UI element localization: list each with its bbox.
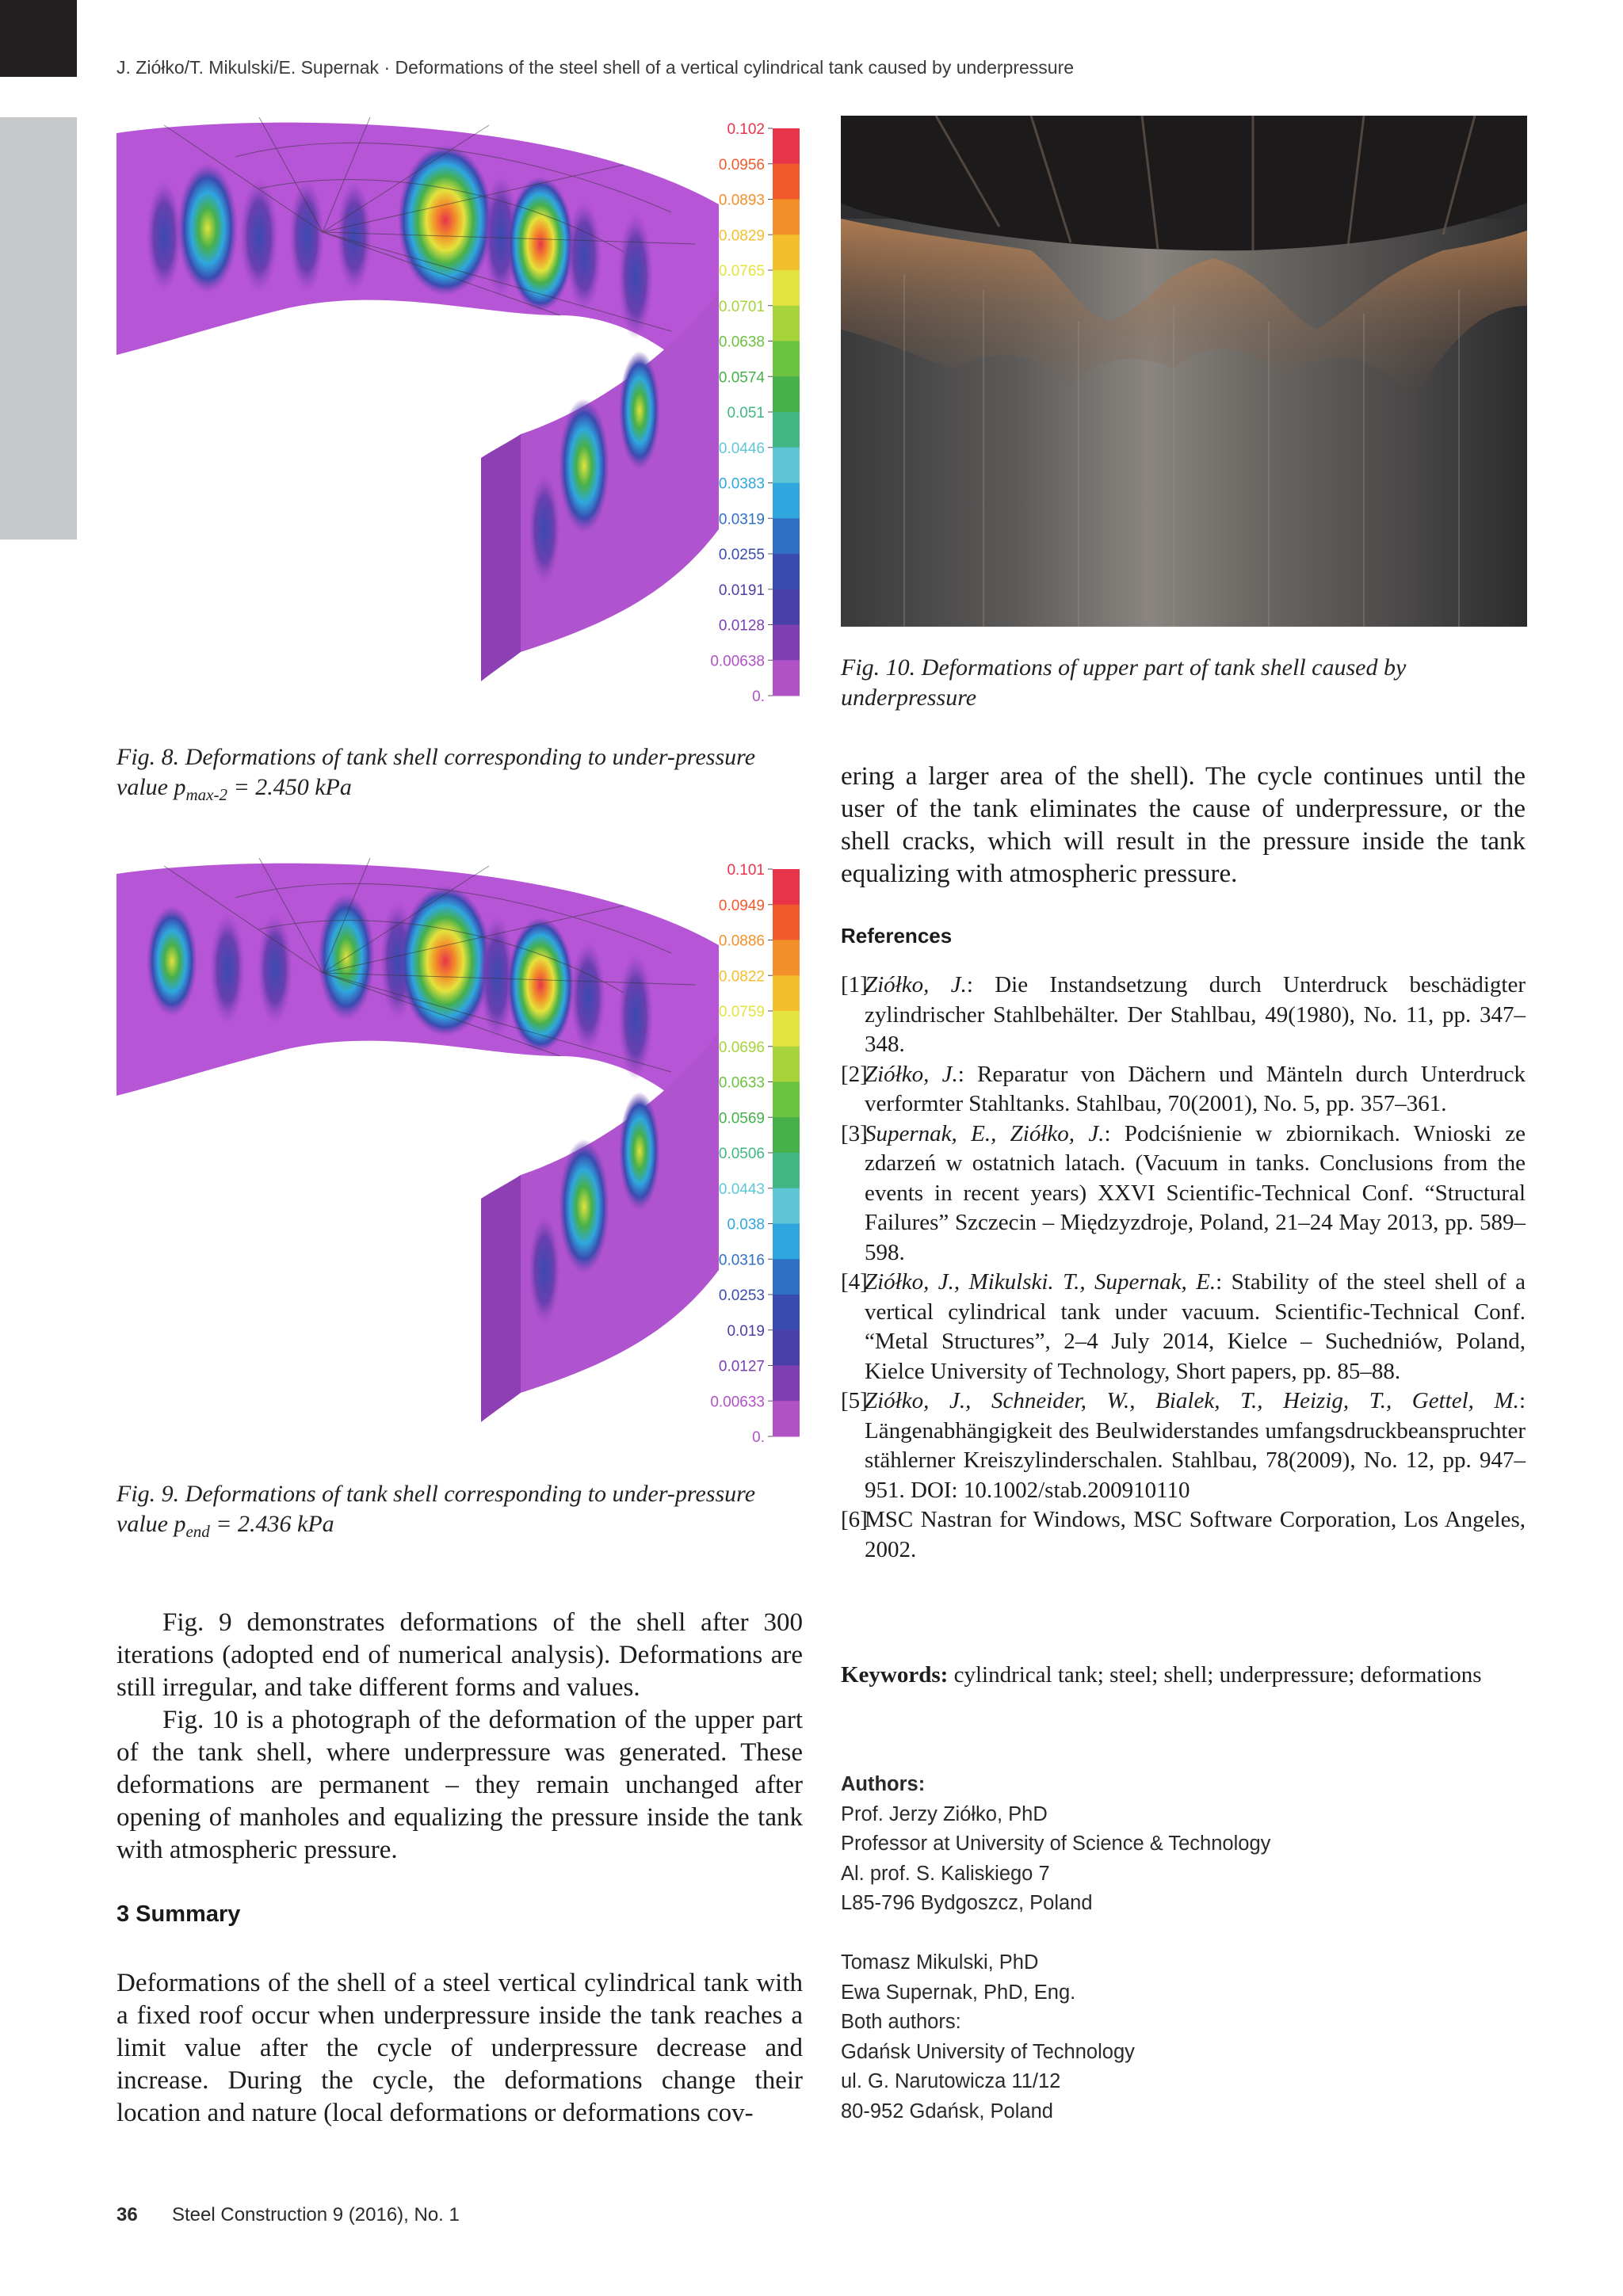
- fig8-colorbar-swatch: [773, 483, 800, 519]
- fig8-caption-sub: max-2: [185, 785, 227, 804]
- keywords-label: Keywords:: [841, 1662, 949, 1688]
- fig9-colorbar: [671, 858, 814, 1448]
- reference-item: [841, 971, 1526, 1060]
- author-line: Al. prof. S. Kaliskiego 7: [841, 1862, 1050, 1885]
- fig8-colorbar-label: 0.00638: [710, 653, 765, 670]
- fig8-colorbar-label: 0.0574: [718, 369, 765, 387]
- body-paragraph-1: Fig. 9 demonstrates deformations of the shell after 300 iterations (adopted end of numerical analysis). Deformations are still irregular, and take different forms and values.: [116, 1608, 803, 1702]
- fig8-caption-value: = 2.450 kPa: [227, 774, 352, 800]
- fig9-caption-sub: end: [185, 1522, 210, 1541]
- fig9-colorbar-label: 0.: [752, 1429, 765, 1446]
- reference-number: [6]: [841, 1507, 868, 1532]
- fig8-colorbar-label: 0.0191: [718, 582, 765, 599]
- fig8-colorbar-label: 0.0255: [718, 547, 765, 563]
- fig9-colorbar-label: 0.0506: [718, 1146, 765, 1162]
- fig9-colorbar-label: 0.0316: [718, 1252, 765, 1269]
- reference-authors: Ziółko, J.: [865, 1061, 958, 1087]
- journal-name: Steel Construction 9 (2016), No. 1: [172, 2204, 460, 2225]
- reference-text: : Podciśnienie w zbiornikach. Wnioski ze zdarzeń w ostatnich latach. (Vacuum in tanks. Conclusions from the events in recent years) XXVI Scientific-Technical Conf. “Structural Failures” Szczecin – Międzyzdroje, Poland, 21–24 May 2013, pp. 589–598.: [865, 1120, 1526, 1265]
- fig10-photo-image: [841, 116, 1527, 627]
- body-paragraph-2: Fig. 10 is a photograph of the deformation of the upper part of the tank shell, where underpressure was generated. These deformations are permanent – they remain unchanged after opening of manholes and equalizing the pressure inside the tank with atmospheric pressure.: [116, 1706, 803, 1864]
- fig8-colorbar-label: 0.0638: [718, 334, 765, 351]
- fig10-photo: [841, 116, 1527, 627]
- fig9-colorbar-swatch: [773, 1047, 800, 1082]
- author-line: Ewa Supernak, PhD, Eng.: [841, 1981, 1076, 2004]
- fig9-colorbar-swatch: [773, 1401, 800, 1436]
- author-line: Both authors:: [841, 2011, 961, 2034]
- fig8-colorbar-swatch: [773, 341, 800, 377]
- fig9-colorbar-swatch: [773, 905, 800, 940]
- fig8-colorbar-label: 0.0383: [718, 475, 765, 493]
- fig10-caption: [841, 653, 1530, 713]
- fig9-colorbar-label: 0.0127: [718, 1358, 765, 1375]
- fig8-colorbar-label: 0.102: [727, 121, 765, 138]
- author-line: Tomasz Mikulski, PhD: [841, 1951, 1039, 1974]
- fig8-colorbar-label: 0.: [752, 688, 765, 705]
- side-margin-bar: [0, 117, 77, 540]
- fig8-colorbar-swatch: [773, 270, 800, 306]
- fig8-colorbar-swatch: [773, 625, 800, 661]
- fig9-colorbar-label: 0.0253: [718, 1287, 765, 1304]
- reference-authors: Ziółko, J.: [865, 972, 967, 997]
- fig9-colorbar-swatch: [773, 1188, 800, 1224]
- keywords-text: cylindrical tank; steel; shell; underpressure; deformations: [948, 1662, 1482, 1688]
- author-line: Prof. Jerzy Ziółko, PhD: [841, 1802, 1048, 1825]
- fig9-plot: [116, 858, 814, 1448]
- author-line: Professor at University of Science & Technology: [841, 1833, 1271, 1855]
- fig8-colorbar-swatch: [773, 306, 800, 341]
- fig8-colorbar-label: 0.0701: [718, 298, 765, 315]
- reference-item: [841, 1505, 1526, 1565]
- reference-item: [841, 1268, 1526, 1386]
- reference-item: [841, 1119, 1526, 1268]
- reference-number: [5]: [841, 1388, 868, 1413]
- fig8-colorbar-label: 0.0956: [718, 156, 765, 174]
- fig9-colorbar-label: 0.0633: [718, 1074, 765, 1092]
- reference-number: [2]: [841, 1061, 868, 1087]
- fig9-colorbar-label: 0.00633: [710, 1394, 765, 1411]
- fig10-caption-text: Deformations of upper part of tank shell caused by underpressure: [841, 654, 1407, 711]
- fig8-colorbar-swatch: [773, 200, 800, 235]
- fig9-colorbar-label: 0.0443: [718, 1180, 765, 1198]
- fig9-colorbar-swatch: [773, 940, 800, 976]
- corner-tab: [0, 0, 77, 77]
- page-number: 36: [116, 2204, 138, 2225]
- fig8-colorbar-label: 0.0893: [718, 192, 765, 209]
- reference-number: [1]: [841, 972, 868, 997]
- reference-authors: Ziółko, J., Schneider, W., Bialek, T., Heizig, T., Gettel, M.: [865, 1388, 1519, 1413]
- fig8-colorbar-swatch: [773, 448, 800, 483]
- fig9-colorbar-swatch: [773, 1295, 800, 1330]
- fig9-colorbar-swatch: [773, 975, 800, 1011]
- reference-text: : Stability of the steel shell of a vertical cylindrical tank under vacuum. Scientific-Technical Conf. “Metal Structures”, 2–4 July 2014, Kielce – Suchedniów, Poland, Kielce University of Technology, Short papers, pp. 85–88.: [865, 1269, 1526, 1384]
- fig8-colorbar-label: 0.0765: [718, 263, 765, 280]
- fig8-colorbar-swatch: [773, 589, 800, 625]
- fig9-caption-text: Deformations of tank shell corresponding to under-pressure value p: [116, 1481, 756, 1537]
- author-gap: [841, 1919, 1538, 1948]
- fig8-colorbar-label: 0.0446: [718, 440, 765, 457]
- fig9-colorbar-swatch: [773, 1011, 800, 1047]
- fig8-colorbar-swatch: [773, 128, 800, 164]
- fig8-caption: [116, 742, 798, 810]
- fig9-colorbar-swatch: [773, 1117, 800, 1153]
- fig9-caption-value: = 2.436 kPa: [209, 1511, 334, 1537]
- fig9-colorbar-swatch: [773, 1366, 800, 1402]
- fig9-colorbar-swatch: [773, 1259, 800, 1295]
- fig8-caption-label: Fig. 8.: [116, 744, 180, 770]
- fig9-colorbar-swatch: [773, 1330, 800, 1366]
- summary-paragraph: Deformations of the shell of a steel vertical cylindrical tank with a fixed roof occur when underpressure inside the tank reaches a limit value after the cycle of underpressure decrease and increase. During the cycle, the deformations change their location and nature (local deformations or deformations cov-: [116, 1969, 803, 2127]
- continuation-paragraph: ering a larger area of the shell). The cycle continues until the user of the tank eliminates the cause of underpressure, or the shell cracks, which will result in the pressure inside the tank equalizing with atmospheric pressure.: [841, 762, 1526, 888]
- summary-heading: 3 Summary: [116, 1901, 241, 1927]
- fig9-colorbar-label: 0.038: [727, 1216, 765, 1234]
- reference-text: : Reparatur von Dächern und Mänteln durch Unterdruck verformter Stahltanks. Stahlbau, 70(2001), No. 5, pp. 357–361.: [865, 1061, 1526, 1116]
- reference-authors: Ziółko, J., Mikulski. T., Supernak, E.: [865, 1269, 1216, 1295]
- fig9-colorbar-swatch: [773, 1153, 800, 1188]
- fig8-colorbar-label: 0.0829: [718, 227, 765, 245]
- authors-block: [841, 1770, 1538, 2127]
- fig8-colorbar: [671, 117, 814, 707]
- reference-item: [841, 1386, 1526, 1505]
- fig9-colorbar-label: 0.0569: [718, 1110, 765, 1127]
- references-list: [841, 971, 1526, 1565]
- fig8-colorbar-swatch: [773, 412, 800, 448]
- fig9-colorbar-swatch: [773, 1082, 800, 1118]
- fig9-colorbar-label: 0.0886: [718, 933, 765, 950]
- reference-text: MSC Nastran for Windows, MSC Software Corporation, Los Angeles, 2002.: [865, 1507, 1526, 1562]
- fig9-colorbar-label: 0.101: [727, 862, 765, 879]
- fig8-colorbar-swatch: [773, 660, 800, 696]
- fig8-colorbar-label: 0.0319: [718, 511, 765, 528]
- fig8-colorbar-swatch: [773, 554, 800, 589]
- reference-number: [3]: [841, 1120, 868, 1146]
- keywords: [841, 1660, 1526, 1690]
- fig10-caption-label: Fig. 10.: [841, 654, 916, 681]
- reference-number: [4]: [841, 1269, 868, 1295]
- fig9-colorbar-swatch: [773, 1224, 800, 1260]
- fig8-colorbar-swatch: [773, 164, 800, 200]
- author-line: Gdańsk University of Technology: [841, 2040, 1135, 2063]
- fig8-colorbar-label: 0.051: [727, 405, 765, 421]
- fig9-colorbar-label: 0.0949: [718, 897, 765, 914]
- fig9-colorbar-label: 0.0696: [718, 1039, 765, 1056]
- fig8-plot: [116, 117, 814, 707]
- fig8-colorbar-swatch: [773, 235, 800, 270]
- reference-text: : Längenabhängigkeit des Beulwiderstandes umfangsdruckbeanspruchter stählerner Kreiszylinderschalen. Stahlbau, 78(2009), No. 12, pp. 947–951. DOI: 10.1002/stab.200910110: [865, 1388, 1526, 1503]
- running-head: J. Ziółko/T. Mikulski/E. Supernak · Deformations of the steel shell of a vertical cylindrical tank caused by underpressure: [116, 57, 1075, 78]
- reference-item: [841, 1060, 1526, 1119]
- authors-heading: Authors:: [841, 1773, 926, 1795]
- fig9-colorbar-label: 0.019: [727, 1322, 765, 1340]
- fig9-colorbar-swatch: [773, 869, 800, 905]
- reference-text: : Die Instandsetzung durch Unterdruck beschädigter zylindrischer Stahlbehälter. Der Stahlbau, 49(1980), No. 11, pp. 347–348.: [865, 972, 1526, 1057]
- fig9-colorbar-label: 0.0822: [718, 968, 765, 986]
- fig9-caption-label: Fig. 9.: [116, 1481, 180, 1507]
- fig8-caption-text: Deformations of tank shell corresponding to under-pressure value p: [116, 744, 756, 800]
- reference-authors: Supernak, E., Ziółko, J.: [865, 1120, 1105, 1146]
- references-heading: References: [841, 924, 953, 948]
- author-line: 80-952 Gdańsk, Poland: [841, 2100, 1053, 2122]
- author-line: L85-796 Bydgoszcz, Poland: [841, 1892, 1093, 1915]
- fig9-caption: [116, 1479, 798, 1547]
- fig9-colorbar-label: 0.0759: [718, 1004, 765, 1020]
- fig8-colorbar-label: 0.0128: [718, 617, 765, 635]
- author-line: ul. G. Narutowicza 11/12: [841, 2070, 1061, 2093]
- fig8-colorbar-swatch: [773, 376, 800, 412]
- fig8-colorbar-swatch: [773, 518, 800, 554]
